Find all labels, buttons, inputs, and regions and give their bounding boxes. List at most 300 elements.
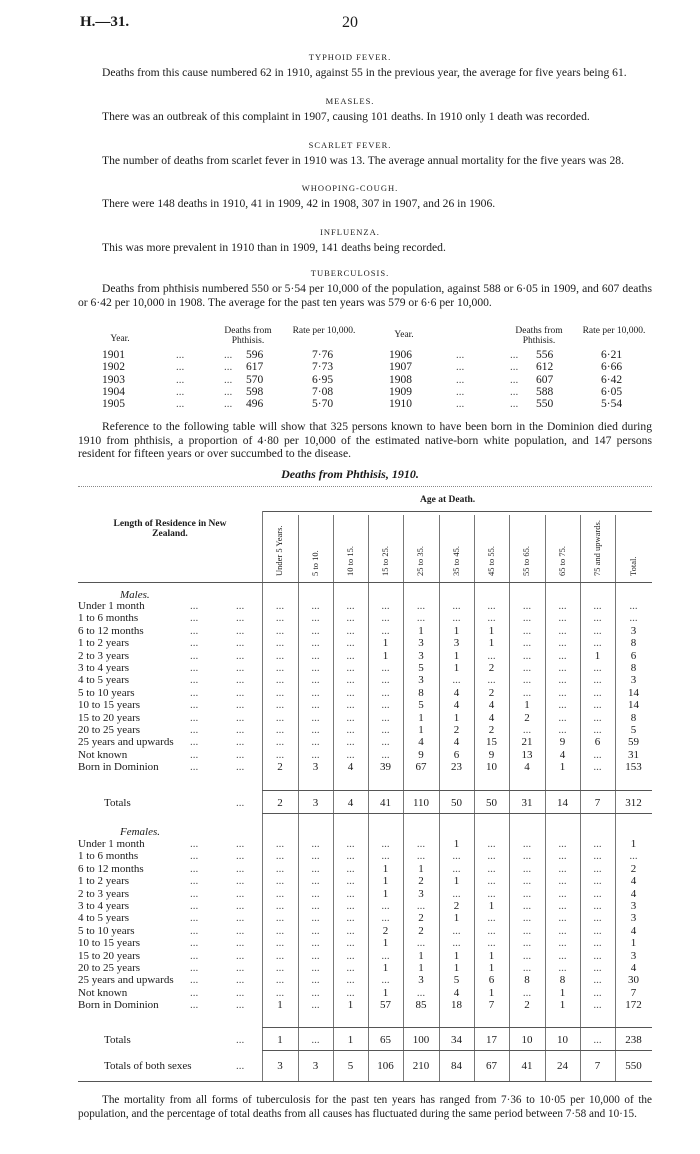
table-cell: ... (593, 662, 602, 674)
section-title-measles: MEASLES. (325, 96, 375, 106)
leader-dots: ... (224, 373, 233, 386)
table-cell: ... (558, 937, 567, 950)
table-cell: ... (558, 875, 567, 888)
table-cell: ... (593, 711, 602, 724)
leader-dots: ... (236, 900, 245, 912)
table-cell: 1 (488, 624, 495, 637)
table-cell: 1 (382, 962, 389, 974)
table-cell: ... (346, 612, 355, 625)
table-cell: ... (346, 637, 355, 650)
leader-dots: ... (190, 686, 199, 699)
table-cell: 85 (415, 999, 427, 1012)
leader-dots: ... (236, 962, 245, 974)
footer-text: The mortality from all forms of tuberculosis for the past ten years has ranged from 7·36 to 10·05 per 10,000 of the population, and the percentage of total deaths from all causes has fluctuated during the same period between 7·58 and 10·15. (78, 1094, 652, 1120)
column-header: 5 to 10. (309, 550, 320, 576)
table-cell: 1 (418, 624, 424, 637)
table-cell: ... (275, 875, 285, 888)
table-cell: 14 (628, 686, 639, 699)
leader-dots: ... (236, 711, 245, 724)
rate-cell: 7·76 (312, 349, 334, 361)
table-cell: 1 (382, 875, 389, 888)
table-cell: 1 (453, 949, 460, 962)
table-cell: ... (522, 949, 532, 962)
table-cell: ... (522, 937, 532, 950)
table-cell: 1 (418, 724, 424, 736)
table-cell: ... (416, 986, 426, 999)
table-cell: 1 (559, 999, 566, 1012)
table-cell: ... (311, 600, 320, 612)
table-cell: ... (275, 900, 285, 912)
table-cell: ... (381, 974, 390, 987)
rate-cell: 5·70 (312, 398, 334, 411)
table-cell: 8 (630, 662, 637, 674)
table-cell: 21 (521, 736, 533, 749)
table-cell: ... (381, 699, 390, 712)
males-group-label: Males. (120, 589, 150, 601)
table-cell: ... (311, 612, 320, 625)
table-cell: ... (487, 600, 496, 612)
leader-dots: ... (190, 937, 199, 950)
table-cell: ... (558, 699, 567, 712)
table-cell: 2 (453, 724, 460, 736)
table-cell: ... (558, 686, 567, 699)
table-cell: ... (311, 649, 320, 662)
table-cell: 24 (557, 1060, 568, 1072)
table-cell: ... (487, 862, 496, 875)
table-cell: 312 (625, 797, 642, 809)
column-header: 65 to 75. (556, 546, 567, 576)
row-label: Born in Dominion (78, 761, 159, 774)
row-label: 6 to 12 months (78, 624, 144, 637)
table-cell: ... (416, 600, 426, 612)
column-rule (509, 515, 510, 1081)
leader-dots: ... (190, 974, 199, 987)
table-cell: ... (522, 924, 532, 937)
leader-dots: ... (224, 385, 233, 398)
table-cell: ... (311, 949, 320, 962)
table-bottom-rule (78, 1081, 652, 1082)
leader-dots: ... (236, 637, 245, 650)
table-cell: ... (416, 850, 426, 863)
year-cell: 1903 (102, 373, 125, 386)
table-cell: 5 (453, 974, 460, 987)
table-cell: 1 (453, 662, 460, 674)
table-cell: 14 (628, 699, 639, 712)
table-cell: ... (522, 724, 532, 736)
rate-cell: 6·21 (601, 349, 623, 361)
leader-dots: ... (236, 612, 245, 625)
leader-dots: ... (236, 912, 245, 925)
table-cell: ... (275, 862, 285, 875)
table-cell: 550 (625, 1060, 642, 1072)
table-cell: ... (522, 912, 532, 925)
table-cell: ... (593, 686, 602, 699)
leader-dots: ... (176, 373, 185, 386)
table-cell: 6 (630, 649, 637, 662)
leader-dots: ... (190, 624, 199, 637)
leader-dots: ... (510, 385, 519, 398)
table-cell: ... (452, 674, 461, 687)
section-text-tuberculosis: Deaths from phthisis numbered 550 or 5·54 per 10,000 of the population, against 588 or 6·05 in 1909, and 607 deaths or 6·42 per 10,000 in 1908. The average for the past ten years was 579 or 6·6 per 10,000. (78, 282, 652, 309)
table-cell: 4 (630, 887, 637, 900)
table-cell: ... (558, 912, 567, 925)
row-label: Under 1 month (78, 838, 145, 850)
table-cell: 110 (412, 797, 430, 809)
table-cell: ... (381, 662, 390, 674)
table-cell: ... (346, 974, 355, 987)
table-cell: 1 (382, 637, 389, 650)
leader-dots: ... (236, 797, 245, 809)
table-cell: ... (487, 912, 496, 925)
table-cell: 34 (451, 1034, 462, 1046)
table-cell: 1 (488, 900, 495, 912)
leader-dots: ... (236, 600, 245, 612)
table-cell: 1 (382, 862, 389, 875)
table-cell: 1 (382, 649, 389, 662)
totals-rule (262, 813, 652, 814)
table-cell: ... (487, 924, 496, 937)
table-cell: ... (452, 924, 461, 937)
column-rule (298, 515, 299, 1081)
table-cell: 6 (453, 748, 460, 761)
column-rule (439, 515, 440, 1081)
table-cell: ... (311, 838, 320, 850)
deaths-header-left: Deaths from Phthisis. (224, 326, 272, 346)
table-cell: ... (346, 850, 355, 863)
table-cell: 3 (418, 649, 424, 662)
leader-dots: ... (510, 398, 519, 411)
table-cell: ... (522, 624, 532, 637)
table-cell: ... (487, 887, 496, 900)
table-cell: 2 (488, 686, 495, 699)
table-cell: 14 (557, 797, 568, 809)
table-cell: 1 (418, 949, 424, 962)
table-cell: ... (346, 624, 355, 637)
table-cell: ... (275, 924, 285, 937)
table-cell: ... (558, 612, 567, 625)
table-cell: 57 (380, 999, 391, 1012)
row-label: 2 to 3 years (78, 887, 130, 900)
table-cell: ... (311, 674, 320, 687)
row-label: 2 to 3 years (78, 649, 130, 662)
row-label: 15 to 20 years (78, 711, 141, 724)
table-cell: 1 (347, 999, 354, 1012)
leader-dots: ... (176, 398, 185, 411)
table-cell: 9 (559, 736, 566, 749)
age-at-death-header: Age at Death. (420, 495, 476, 505)
table-cell: 4 (524, 761, 530, 774)
column-rule (262, 511, 263, 1081)
totals-rule (262, 1050, 652, 1051)
table-cell: ... (311, 748, 320, 761)
leader-dots: ... (190, 748, 199, 761)
table-cell: ... (346, 748, 355, 761)
row-label: 1 to 6 months (78, 850, 139, 863)
table-cell: 4 (347, 797, 354, 809)
table-cell: 10 (521, 1034, 533, 1046)
leader-dots: ... (190, 736, 199, 749)
table-cell: ... (275, 937, 285, 950)
section-text-measles: There was an outbreak of this complaint in 1907, causing 101 deaths. In 1910 only 1 death was recorded. (102, 110, 590, 123)
table-cell: ... (522, 612, 532, 625)
table-cell: ... (416, 838, 426, 850)
table-cell: ... (346, 736, 355, 749)
leader-dots: ... (236, 748, 245, 761)
rate-cell: 6·05 (601, 385, 623, 398)
table-cell: ... (522, 862, 532, 875)
table-cell: 2 (418, 875, 424, 888)
table-cell: 39 (380, 761, 391, 774)
table-cell: 67 (486, 1060, 497, 1072)
section-text-whooping: There were 148 deaths in 1910, 41 in 1909, 42 in 1908, 307 in 1907, and 26 in 1906. (102, 197, 496, 210)
deaths-cell: 556 (536, 349, 554, 361)
table-cell: ... (487, 838, 496, 850)
table-cell: 1 (453, 711, 460, 724)
table-cell: ... (522, 875, 532, 888)
table-cell: ... (416, 937, 426, 950)
table-cell: 4 (488, 711, 495, 724)
table-cell: 1 (453, 649, 460, 662)
table-cell: ... (275, 637, 285, 650)
column-rule (615, 515, 616, 1081)
table-cell: ... (558, 724, 567, 736)
deaths-cell: 570 (246, 373, 264, 386)
table-cell: ... (311, 724, 320, 736)
leader-dots: ... (236, 986, 245, 999)
table-cell: 106 (377, 1060, 394, 1072)
table-cell: ... (558, 662, 567, 674)
table-cell: 4 (347, 761, 354, 774)
table-cell: 172 (625, 999, 642, 1012)
report-code: H.—31. (80, 14, 130, 30)
table-cell: ... (311, 962, 320, 974)
leader-dots: ... (236, 937, 245, 950)
leader-dots: ... (176, 361, 185, 374)
table-cell: 67 (415, 761, 427, 774)
table-cell: ... (593, 850, 602, 863)
leader-dots: ... (190, 724, 199, 736)
row-label: 1 to 6 months (78, 612, 139, 625)
row-label: 4 to 5 years (78, 674, 130, 687)
table-cell: ... (346, 674, 355, 687)
leader-dots: ... (236, 699, 245, 712)
reference-text: Reference to the following table will show that 325 persons known to have been born in the Dominion died during 1910 from phthisis, a proportion of 4·80 per 10,000 of the estimated native-born white population, and 147 persons resident for fifteen years or over succumbed to the disease. (78, 420, 652, 460)
row-label: 10 to 15 years (78, 937, 141, 950)
row-label: 5 to 10 years (78, 924, 135, 937)
table-cell: 153 (625, 761, 642, 774)
leader-dots: ... (236, 974, 245, 987)
table-cell: ... (593, 699, 602, 712)
table-cell: 4 (453, 686, 460, 699)
table-cell: ... (346, 711, 355, 724)
table-cell: ... (381, 724, 390, 736)
table-cell: ... (311, 637, 320, 650)
table-cell: 2 (382, 924, 389, 937)
section-title-scarlet: SCARLET FEVER. (308, 140, 392, 150)
column-header: 55 to 65. (521, 546, 531, 576)
table-cell: ... (593, 761, 602, 774)
table-cell: 2 (524, 711, 530, 724)
deaths-header-right: Deaths from Phthisis. (515, 326, 563, 346)
table-cell: ... (452, 887, 461, 900)
table-cell: ... (311, 662, 320, 674)
table-cell: ... (558, 850, 567, 863)
column-header: 45 to 55. (485, 546, 496, 576)
table-cell: ... (593, 862, 602, 875)
row-label: Totals (104, 797, 131, 809)
table-cell: 4 (559, 748, 566, 761)
table-cell: 238 (625, 1034, 642, 1046)
leader-dots: ... (236, 850, 245, 863)
table-cell: 9 (488, 748, 495, 761)
table-cell: ... (593, 1034, 602, 1046)
year-cell: 1909 (389, 385, 412, 398)
table-cell: 1 (453, 962, 460, 974)
table-cell: ... (522, 962, 532, 974)
table-cell: ... (346, 662, 355, 674)
table-cell: ... (522, 637, 532, 650)
table-cell: 2 (488, 662, 495, 674)
table-cell: 2 (488, 724, 495, 736)
table-cell: ... (593, 986, 602, 999)
table-cell: 4 (453, 736, 460, 749)
column-header: 10 to 15. (344, 546, 355, 576)
row-label: 10 to 15 years (78, 699, 141, 712)
table-cell: ... (346, 600, 355, 612)
table-cell: ... (593, 674, 602, 687)
leader-dots: ... (190, 887, 199, 900)
table-cell: ... (311, 912, 320, 925)
length-of-residence-header: Length of Residence in New Zealand. (113, 519, 227, 539)
year-header-left: Year. (110, 334, 130, 344)
table-cell: 1 (418, 862, 424, 875)
table-cell: ... (311, 862, 320, 875)
females-group-label: Females. (120, 826, 161, 838)
row-label: 25 years and upwards (78, 736, 174, 749)
row-label: 25 years and upwards (78, 974, 174, 987)
table-cell: ... (311, 736, 320, 749)
table-cell: ... (416, 612, 426, 625)
leader-dots: ... (236, 924, 245, 937)
table-cell: ... (558, 624, 567, 637)
table-cell: ... (381, 674, 390, 687)
leader-dots: ... (190, 949, 199, 962)
table-cell: ... (522, 887, 532, 900)
table-cell: ... (381, 748, 390, 761)
table-cell: 50 (486, 797, 497, 809)
row-label: 6 to 12 months (78, 862, 144, 875)
table-cell: ... (346, 912, 355, 925)
table-cell: 8 (630, 637, 637, 650)
leader-dots: ... (190, 962, 199, 974)
year-cell: 1908 (389, 373, 412, 386)
table-cell: 1 (488, 962, 495, 974)
table-cell: ... (452, 862, 461, 875)
year-cell: 1902 (102, 361, 125, 374)
rate-header-left: Rate per 10,000. (292, 326, 356, 336)
leader-dots: ... (190, 838, 199, 850)
table-cell: ... (487, 612, 496, 625)
column-rule (368, 515, 369, 1081)
column-rule (545, 515, 546, 1081)
table-cell: 1 (277, 1034, 283, 1046)
leader-dots: ... (236, 674, 245, 687)
row-label: Totals of both sexes (104, 1060, 192, 1072)
table-cell: 7 (594, 797, 601, 809)
table-cell: ... (522, 662, 532, 674)
table-cell: 4 (418, 736, 424, 749)
rate-cell: 6·42 (601, 373, 623, 386)
leader-dots: ... (236, 862, 245, 875)
leader-dots: ... (456, 385, 465, 398)
table-cell: 6 (488, 974, 495, 987)
table-cell: 4 (630, 924, 637, 937)
section-text-scarlet: The number of deaths from scarlet fever in 1910 was 13. The average annual mortality for the five years was 28. (102, 154, 624, 167)
rate-cell: 5·54 (601, 398, 623, 411)
column-rule (333, 515, 334, 1081)
deaths-cell: 596 (246, 349, 264, 361)
leader-dots: ... (190, 761, 199, 774)
table-cell: 1 (453, 875, 460, 888)
section-title-typhoid: TYPHOID FEVER. (308, 52, 392, 62)
table-cell: ... (522, 850, 532, 863)
table-cell: ... (558, 600, 567, 612)
table-cell: ... (275, 736, 285, 749)
table-cell: 15 (486, 736, 497, 749)
table-cell: ... (593, 724, 602, 736)
table-cell: ... (522, 686, 532, 699)
table-cell: ... (311, 875, 320, 888)
rate-cell: 7·73 (312, 361, 334, 374)
column-header: Under 5 Years. (274, 525, 284, 576)
table-cell: 1 (382, 937, 389, 950)
deaths-cell: 607 (536, 373, 554, 386)
leader-dots: ... (190, 999, 199, 1012)
table-cell: ... (275, 699, 285, 712)
table-cell: 8 (630, 711, 637, 724)
deaths-cell: 598 (246, 385, 264, 398)
table-cell: 5 (418, 699, 424, 712)
table-cell: 1 (453, 838, 460, 850)
table-cell: 1 (594, 649, 601, 662)
leader-dots: ... (190, 600, 199, 612)
table-cell: ... (593, 924, 602, 937)
table-cell: ... (311, 686, 320, 699)
table-cell: 31 (628, 748, 639, 761)
table-cell: ... (381, 850, 390, 863)
leader-dots: ... (236, 662, 245, 674)
table-cell: 13 (521, 748, 533, 761)
table-cell: ... (593, 875, 602, 888)
leader-dots: ... (190, 699, 199, 712)
leader-dots: ... (456, 361, 465, 374)
row-label: 20 to 25 years (78, 724, 141, 736)
table-cell: 3 (630, 912, 637, 925)
table-cell: 65 (380, 1034, 391, 1046)
table-cell: ... (275, 912, 285, 925)
table-cell: 1 (453, 912, 460, 925)
table-cell: ... (346, 924, 355, 937)
table-cell: 4 (453, 986, 460, 999)
leader-dots: ... (190, 662, 199, 674)
leader-dots: ... (190, 674, 199, 687)
table-cell: 4 (488, 699, 495, 712)
leader-dots: ... (236, 875, 245, 888)
year-cell: 1905 (102, 398, 125, 411)
table-cell: ... (522, 674, 532, 687)
column-header: Total. (627, 556, 638, 576)
table-cell: ... (558, 711, 567, 724)
